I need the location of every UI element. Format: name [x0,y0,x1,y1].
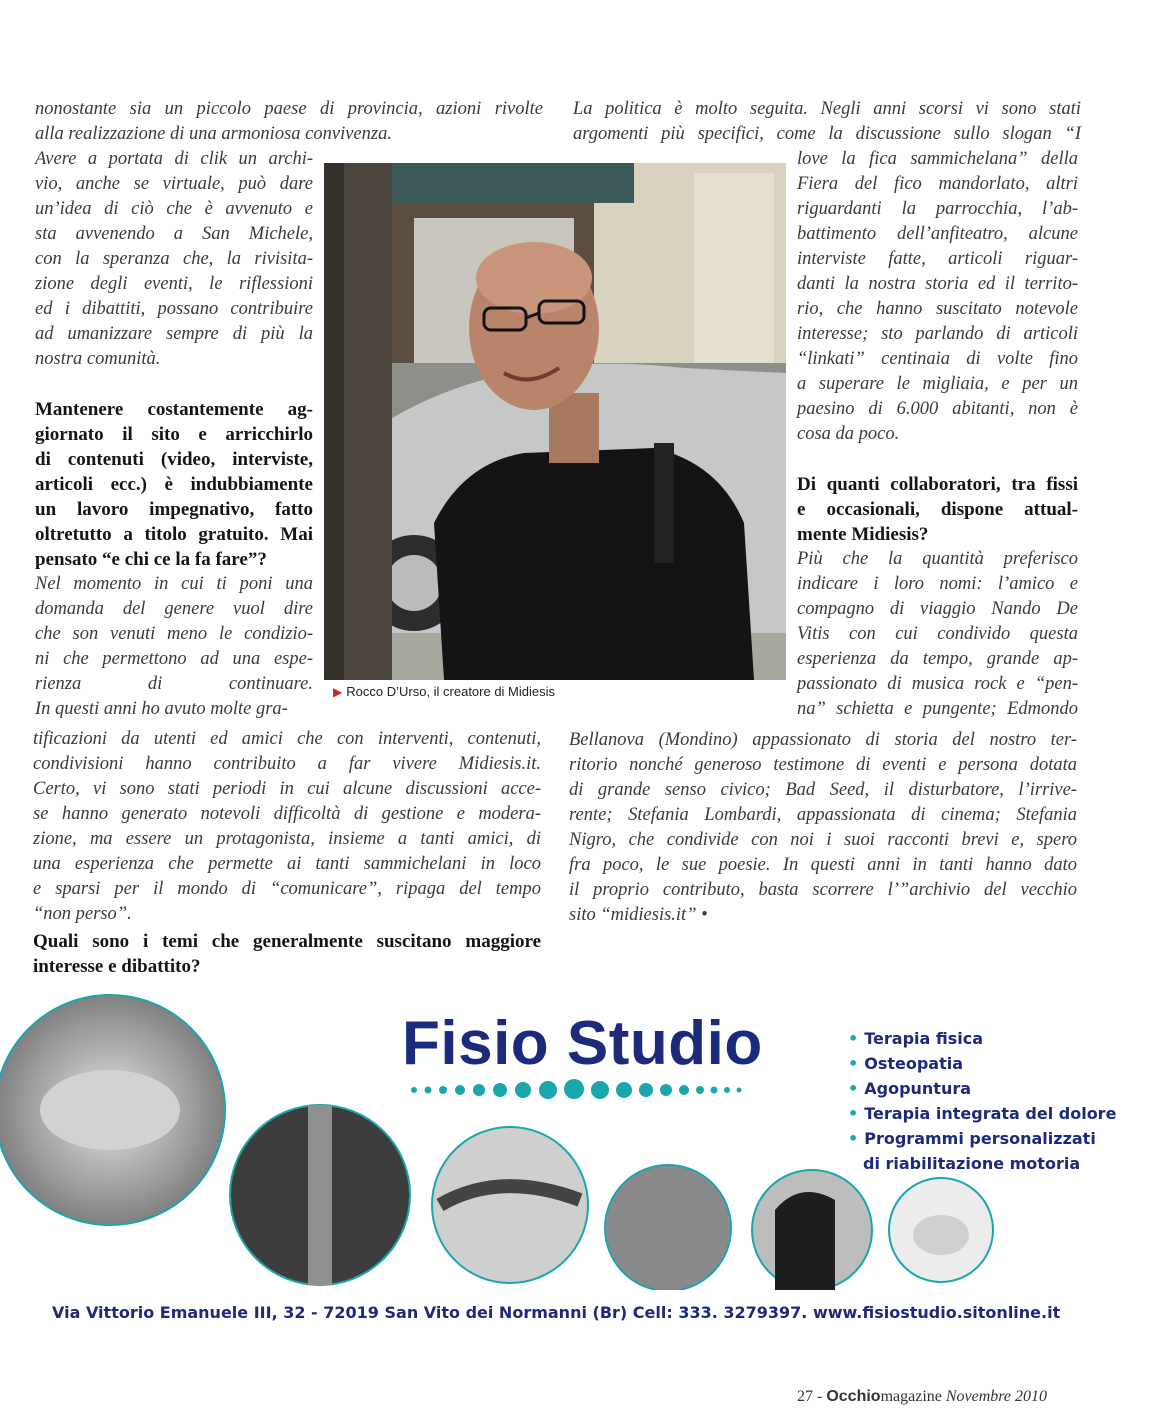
text-line: un’idea di ciò che è avvenuto e [35,199,313,219]
text-line: Avere a portata di clik un archi- [35,149,313,169]
service-item: • Terapia fisica [848,1029,984,1048]
text-line: Nigro, che condivide con noi i suoi racconti brevi e, spero [569,830,1077,850]
text-line: ni che permettono ad una espe- [35,649,313,669]
answer-3-wide [569,728,1077,928]
text-line: tificazioni da utenti ed amici che con interventi, contenuti, [33,729,541,749]
text-line: ed i dibattiti, possano contribuire [35,299,313,319]
text-line: passionato di musica rock e “pen- [797,674,1078,694]
text-line: In questi anni ho avuto molte gra- [35,699,288,719]
text-line: cosa da poco. [797,424,900,444]
text-line: riguardanti la parrocchia, l’ab- [797,199,1078,219]
text-line: fra poco, le sue poesie. In questi anni in tanti hanno dato [569,855,1077,875]
service-item: • Osteopatia [848,1054,964,1073]
text-line: rente; Stefania Lombardi, appassionata di cinema; Stefania [569,805,1077,825]
text-line: domanda del genere vuol dire [35,599,313,619]
text-line: zione, ma essere un protagonista, insieme a tanti amici, di [33,829,541,849]
issue-date: Novembre 2010 [941,1388,1048,1405]
text-line: giornato il sito e arricchirlo [35,424,313,445]
text-line: “linkati” centinaia di volte fino [797,349,1078,369]
column-right-top [573,97,1081,147]
question-3 [797,472,1078,547]
service-item: • Agopuntura [848,1079,972,1098]
text-line: interesse e dibattito? [33,956,201,977]
text-line: di grande senso civico; Bad Seed, il disturbatore, l’irrive- [569,780,1077,800]
caption-text: Rocco D’Urso, il creatore di Midiesis [346,684,556,699]
text-line: Quali sono i temi che generalmente suscitano maggiore [33,931,541,952]
service-item: • Terapia integrata del dolore [848,1104,1117,1123]
text-line: nonostante sia un piccolo paese di provincia, azioni rivolte [35,99,543,119]
magazine-name-bold: Occhio [826,1388,881,1405]
text-line: sito “midiesis.it” • [569,905,708,925]
text-line: Di quanti collaboratori, tra fissi [797,474,1078,495]
text-line: esperienza da tempo, grande ap- [797,649,1078,669]
text-line: a superare le migliaia, e per un [797,374,1078,394]
column-right-wide [569,728,1077,928]
column-left-wide [33,727,541,979]
logo-dots-icon [408,1075,748,1105]
text-line: una esperienza che permette ai tanti sammichelani in loco [33,854,541,874]
text-line: Vitis con cui condivido questa [797,624,1078,644]
col2-narrow-text [797,147,1078,447]
text-line: ad umanizzare sempre di più la [35,324,313,344]
text-line: na” schietta e pungente; Edmondo [797,699,1078,719]
text-line: compagno di viaggio Nando De [797,599,1078,619]
text-line: pensato “e chi ce la fa fare”? [35,549,267,570]
column-left-narrow [35,147,313,722]
page-number: 27 [797,1388,813,1405]
portrait-photo [324,163,786,680]
answer-1-narrow [35,572,313,722]
text-line: rienza di continuare. [35,674,313,694]
text-line: love la fica sammichelana” della [797,149,1078,169]
text-line: battimento dell’anfiteatro, alcune [797,224,1078,244]
question-1 [35,397,313,572]
text-line: articoli ecc.) è indubbiamente [35,474,313,495]
text-line: ritorio nonché generoso testimone di eventi e persona dotata [569,755,1077,775]
text-line: Nel momento in cui ti poni una [35,574,313,594]
text-line: zione degli eventi, le riflessioni [35,274,313,294]
text-line: argomenti più specifici, come la discussione sullo slogan “I [573,124,1081,144]
fisio-studio-logo [402,1008,763,1105]
text-line: Certo, vi sono stati periodi in cui alcune discussioni acce- [33,779,541,799]
text-line: La politica è molto seguita. Negli anni scorsi vi sono stati [573,99,1081,119]
col1-top-text [35,97,543,147]
answer-3-narrow [797,547,1078,722]
portrait-illustration [324,163,786,680]
column-left [35,97,543,147]
text-line: interesse; sto parlando di articoli [797,324,1078,344]
text-line: se hanno generato notevoli difficoltà di gestione e modera- [33,804,541,824]
brand-name: Fisio Studio [402,1009,763,1078]
magazine-name: magazine [880,1388,942,1405]
col2-top-text [573,97,1081,147]
text-line: oltretutto a titolo gratuito. Mai [35,524,313,545]
text-line: nostra comunità. [35,349,161,369]
answer-1-wide [33,727,541,927]
text-line: alla realizzazione di una armoniosa convivenza. [35,124,392,144]
caption-arrow-icon: ▶ [333,685,343,699]
text-line: Più che la quantità preferisco [797,549,1078,569]
text-line: paesino di 6.000 abitanti, non è [797,399,1078,419]
service-item: di riabilitazione motoria [863,1154,1081,1173]
text-line: “non perso”. [33,904,132,924]
text-line: indicare i loro nomi: l’amico e [797,574,1078,594]
page-folio: 27 - Occhiomagazine Novembre 2010 [797,1388,1048,1405]
text-line: sta avvenendo a San Michele, [35,224,313,244]
ad-contact-line: Via Vittorio Emanuele III, 32 - 72019 San Vito dei Normanni (Br) Cell: 333. 3279397. www.fisiostudio.sitonline.it [52,1303,1061,1322]
column-right-narrow [797,147,1078,722]
text-line: Fiera del fico mandorlato, altri [797,174,1078,194]
col1-narrow-text [35,147,313,372]
text-line: condivisioni hanno contribuito a far vivere Midiesis.it. [33,754,541,774]
text-line: di contenuti (video, interviste, [35,449,313,470]
text-line: Bellanova (Mondino) appassionato di storia del nostro ter- [569,730,1077,750]
text-line: vio, anche se virtuale, può dare [35,174,313,194]
question-2 [33,929,541,979]
text-line: rio, che hanno suscitato notevole [797,299,1078,319]
text-line: che son venuti meno le condizio- [35,624,313,644]
service-item: • Programmi personalizzati [848,1129,1096,1148]
text-line: con la speranza che, la rivisita- [35,249,313,269]
text-line: il proprio contributo, basta scorrere l’”archivio del vecchio [569,880,1077,900]
photo-caption [333,684,555,699]
text-line: e sparsi per il mondo di “comunicare”, ripaga del tempo [33,879,541,899]
text-line: un lavoro impegnativo, fatto [35,499,313,520]
services-list [848,1026,1116,1176]
text-line: Mantenere costantemente ag- [35,399,313,420]
text-line: interviste fatte, articoli riguar- [797,249,1078,269]
text-line: mente Midiesis? [797,524,929,545]
text-line: e occasionali, dispone attual- [797,499,1078,520]
text-line: danti la nostra storia ed il territo- [797,274,1078,294]
